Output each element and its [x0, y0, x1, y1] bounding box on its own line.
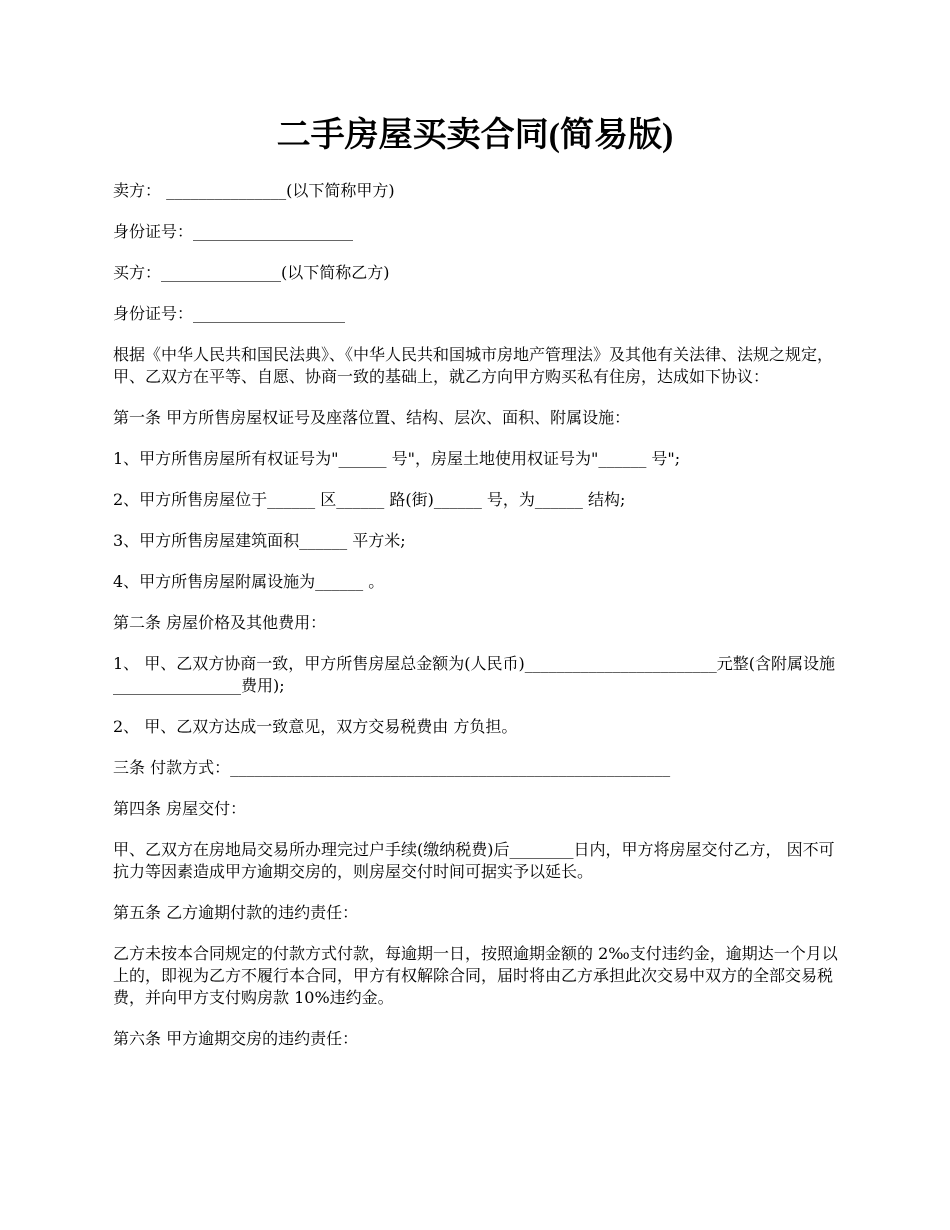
article-2-item-1: 1、 甲、乙双方协商一致，甲方所售房屋总金额为(人民币)________________________元整(含附属设施________________费用);	[113, 654, 835, 695]
article-1-item-3: 3、甲方所售房屋建筑面积______ 平方米;	[113, 531, 406, 550]
article-1-item-1: 1、甲方所售房屋所有权证号为"______ 号"，房屋土地使用权证号为"______ 号";	[113, 449, 681, 468]
article-2-heading: 第二条 房屋价格及其他费用：	[113, 613, 327, 632]
article-1-item-2: 2、甲方所售房屋位于______ 区______ 路(街)______ 号，为______ 结构;	[113, 490, 626, 509]
seller-id-line: 身份证号：____________________	[113, 222, 354, 241]
preamble-paragraph: 根据《中华人民共和国民法典》、《中华人民共和国城市房地产管理法》及其他有关法律、法规之规定，甲、乙双方在平等、自愿、协商一致的基础上，就乙方向甲方购买私有住房，达成如下协议：	[113, 345, 834, 386]
buyer-line: 买方：_______________(以下简称乙方)	[113, 263, 390, 282]
article-5-paragraph: 乙方未按本合同规定的付款方式付款，每逾期一日，按照逾期金额的 2‰支付违约金，逾期达一个月以上的，即视为乙方不履行本合同，甲方有权解除合同，届时将由乙方承担此次交易中双方的全部交易税费，并向甲方支付购房款 10%违约金。	[113, 944, 838, 1007]
article-6-heading: 第六条 甲方逾期交房的违约责任：	[113, 1029, 359, 1048]
article-5-heading: 第五条 乙方逾期付款的违约责任：	[113, 903, 359, 922]
article-2-item-2: 2、 甲、乙双方达成一致意见，双方交易税费由 方负担。	[113, 717, 518, 736]
seller-line: 卖方： _______________(以下简称甲方)	[113, 181, 395, 200]
article-1-heading: 第一条 甲方所售房屋权证号及座落位置、结构、层次、面积、附属设施：	[113, 408, 631, 427]
document-title: 二手房屋买卖合同(简易版)	[276, 117, 674, 154]
article-1-item-4: 4、甲方所售房屋附属设施为______ 。	[113, 572, 385, 591]
article-4-heading: 第四条 房屋交付：	[113, 799, 247, 818]
buyer-id-line: 身份证号：___________________	[113, 304, 346, 323]
document-body	[113, 180, 838, 1050]
article-4-paragraph: 甲、乙双方在房地局交易所办理完过户手续(缴纳税费)后________日内，甲方将房屋交付乙方， 因不可抗力等因素造成甲方逾期交房的，则房屋交付时间可据实予以延长。	[113, 840, 835, 881]
article-3-heading: 三条 付款方式：_______________________________________________________	[113, 758, 671, 777]
